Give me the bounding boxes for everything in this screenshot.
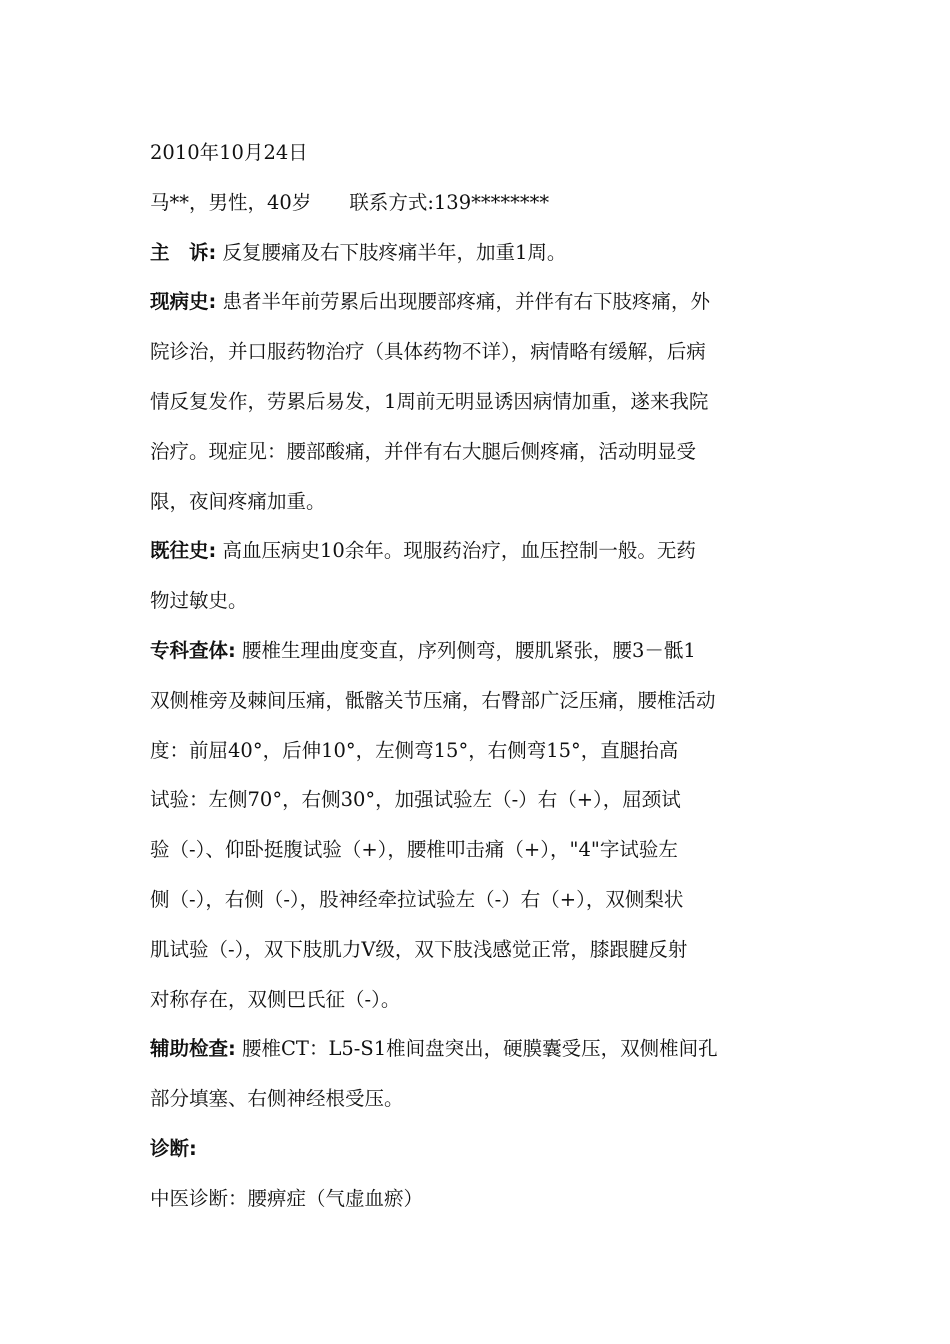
present-illness-text: 限，夜间疼痛加重。 [150, 489, 326, 513]
present-illness-text: 情反复发作，劳累后易发，1周前无明显诱因病情加重，遂来我院 [150, 389, 709, 413]
present-illness-line [150, 427, 805, 477]
specialist-exam-line [150, 825, 805, 875]
specialist-exam-text: 对称存在，双侧巴氏征（-）。 [150, 987, 401, 1011]
specialist-exam-line [150, 925, 805, 975]
specialist-exam-line [150, 975, 805, 1025]
past-history-label: 既往史: [150, 539, 217, 563]
auxiliary-exam-line [150, 1074, 805, 1124]
specialist-exam-line [150, 775, 805, 825]
specialist-exam-text: 侧（-），右侧（-），股神经牵拉试验左（-）右（+），双侧梨状 [150, 887, 684, 911]
tcm-diagnosis [150, 1174, 805, 1224]
medical-record [150, 128, 805, 1224]
past-history-text: 物过敏史。 [150, 589, 248, 613]
specialist-exam-text: 度：前屈40°，后伸10°，左侧弯15°，右侧弯15°，直腿抬高 [150, 738, 679, 762]
record-date [150, 128, 805, 178]
auxiliary-exam-label: 辅助检查: [150, 1037, 236, 1061]
contact-text: 联系方式:139******** [349, 190, 550, 214]
specialist-exam-text: 验（-）、仰卧挺腹试验（+），腰椎叩击痛（+），"4"字试验左 [150, 838, 678, 862]
specialist-exam-line [150, 875, 805, 925]
present-illness-line [150, 377, 805, 427]
chief-complaint-label: 主 诉: [150, 240, 217, 264]
auxiliary-exam-text: 腰椎CT：L5-S1椎间盘突出，硬膜囊受压，双侧椎间孔 [242, 1037, 718, 1061]
tcm-diagnosis-text: 中医诊断：腰痹症（气虚血瘀） [150, 1186, 424, 1210]
specialist-exam-text: 试验：左侧70°，右侧30°，加强试验左（-）右（+），屈颈试 [150, 788, 681, 812]
present-illness-line [150, 327, 805, 377]
present-illness-label: 现病史: [150, 290, 217, 314]
present-illness-text: 治疗。现症见：腰部酸痛，并伴有右大腿后侧疼痛，活动明显受 [150, 439, 697, 463]
specialist-exam-line [150, 626, 805, 676]
date-text: 2010年10月24日 [150, 141, 308, 164]
present-illness-line [150, 477, 805, 527]
present-illness-text: 院诊治，并口服药物治疗（具体药物不详），病情略有缓解，后病 [150, 340, 706, 364]
present-illness-line [150, 277, 805, 327]
present-illness-text: 患者半年前劳累后出现腰部疼痛，并伴有右下肢疼痛，外 [222, 290, 711, 314]
auxiliary-exam-line [150, 1024, 805, 1074]
specialist-exam-text: 肌试验（-），双下肢肌力V级，双下肢浅感觉正常，膝跟腱反射 [150, 937, 688, 961]
specialist-exam-text: 双侧椎旁及棘间压痛，骶髂关节压痛，右臀部广泛压痛，腰椎活动 [150, 688, 716, 712]
specialist-exam-line [150, 676, 805, 726]
auxiliary-exam-text: 部分填塞、右侧神经根受压。 [150, 1087, 404, 1111]
patient-info [150, 178, 805, 228]
patient-text: 马**，男性，40岁 [150, 190, 312, 214]
diagnosis-heading [150, 1124, 805, 1174]
specialist-exam-line [150, 726, 805, 776]
past-history-text: 高血压病史10余年。现服药治疗，血压控制一般。无药 [222, 539, 696, 563]
chief-complaint-text: 反复腰痛及右下肢疼痛半年，加重1周。 [222, 240, 567, 264]
diagnosis-label: 诊断: [150, 1136, 197, 1160]
specialist-exam-text: 腰椎生理曲度变直，序列侧弯，腰肌紧张，腰3－骶1 [242, 638, 696, 662]
specialist-exam-label: 专科查体: [150, 638, 236, 662]
past-history-line [150, 526, 805, 576]
past-history-line [150, 576, 805, 626]
chief-complaint [150, 228, 805, 278]
